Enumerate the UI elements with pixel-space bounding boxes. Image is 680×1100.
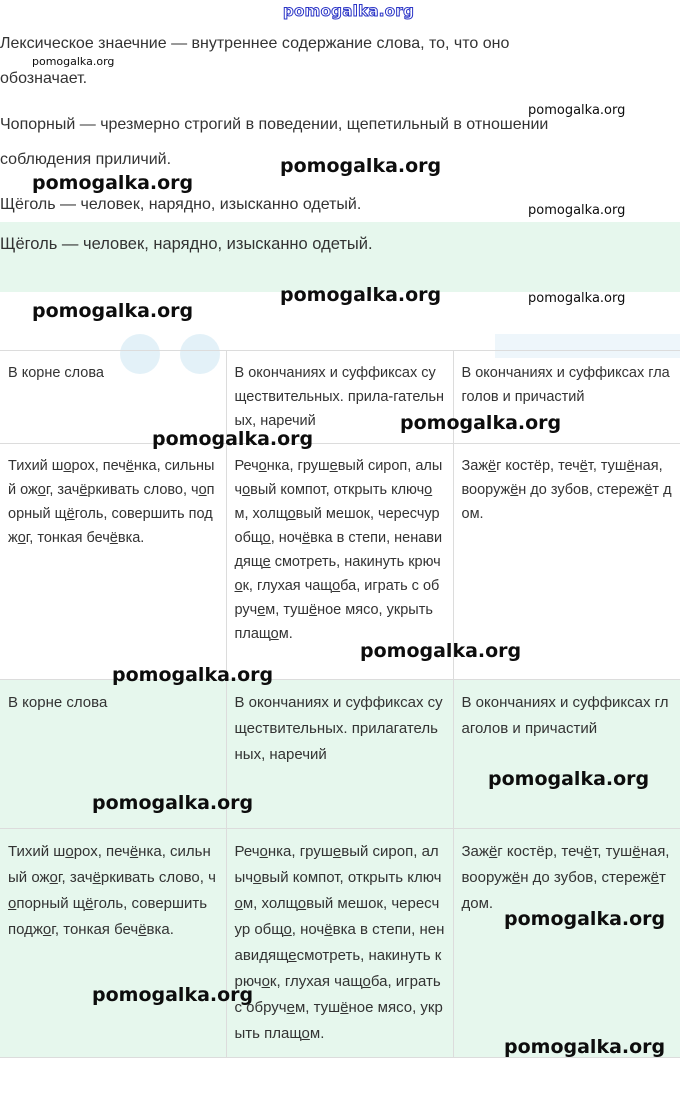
watermark: pomogalka.org [528,203,626,218]
table-cell-root-examples: Тихий шорох, печёнка, сильный ожог, зачёркивать слово, чопорный щёголь, совершить поджог, тонкая бечёвка. [0,829,226,1058]
spelling-table [0,350,680,1058]
header-cell-root: В корне слова [0,351,226,444]
table-row [0,444,680,680]
paragraph-choporny-line2: соблюдения приличий. [0,151,172,168]
watermark: pomogalka.org [360,640,522,662]
watermark: pomogalka.org [32,300,194,322]
watermark: pomogalka.org [32,55,115,68]
watermark: pomogalka.org [504,908,666,930]
paragraph-lexical-line2: обозначает. [0,70,88,87]
paragraph-schegol: Щёголь — человек, нарядно, изысканно одетый. [0,196,362,213]
header-cell-noun-suffix: В окончаниях и суффиксах существительных. прила-гательных, наречий [226,351,453,444]
watermark: pomogalka.org [92,792,254,814]
watermark: pomogalka.org [504,1036,666,1058]
header-cell-noun-suffix: В окончаниях и суффиксах существительных. прилагательных, наречий [226,680,453,829]
paragraph-choporny-line1: Чопорный — чрезмерно строгий в поведении, щепетильный в отношении [0,116,549,133]
table-cell-verb-examples: Зажёг костёр, течёт, тушёная, вооружён до зубов, стережёт дом. [453,829,680,1058]
table-cell-noun-examples: Речонка, грушевый сироп, алычовый компот, открыть ключом, холщовый мешок, чересчур общо, ночёвка в степи, ненавидяще смотреть, накинуть крючок, глухая чащоба, играть с обручем, тушёное мясо, укрыть плащом. [226,444,453,680]
watermark: pomogalka.org [400,412,562,434]
watermark: pomogalka.org [112,664,274,686]
paragraph-lexical-line1: Лексическое знаечние — внутреннее содержание слова, то, что оно [0,35,510,52]
header-cell-root: В корне слова [0,680,226,829]
watermark: pomogalka.org [528,103,626,118]
watermark: pomogalka.org [32,172,194,194]
table-header-row [0,351,680,444]
watermark: pomogalka.org [528,291,626,306]
header-cell-verb-suffix: В окончаниях и суффиксах глаголов и причастий [453,680,680,829]
watermark: pomogalka.org [280,155,442,177]
header-cell-verb-suffix: В окончаниях и суффиксах глаголов и причастий [453,351,680,444]
watermark: pomogalka.org [280,284,442,306]
watermark: pomogalka.org [152,428,314,450]
table-row [0,829,680,1058]
table-cell-noun-examples: Речонка, грушевый сироп, алычовый компот, открыть ключом, холщовый мешок, чересчур общо, ночёвка в степи, ненавидящесмотреть, накинуть крючок, глухая чащоба, играть с обручем, тушёное мясо, укрыть плащом. [226,829,453,1058]
table-cell-root-examples: Тихий шорох, печёнка, сильный ожог, зачёркивать слово, чопорный щёголь, совершить поджог, тонкая бечёвка. [0,444,226,680]
table-cell-verb-examples: Зажёг костёр, течёт, тушёная, вооружён до зубов, стережёт дом. [453,444,680,680]
watermark: pomogalka.org [488,768,650,790]
watermark: pomogalka.org [92,984,254,1006]
watermark-top: pomogalka.org [283,2,415,20]
paragraph-schegol-highlighted: Щёголь — человек, нарядно, изысканно одетый. [0,235,373,253]
